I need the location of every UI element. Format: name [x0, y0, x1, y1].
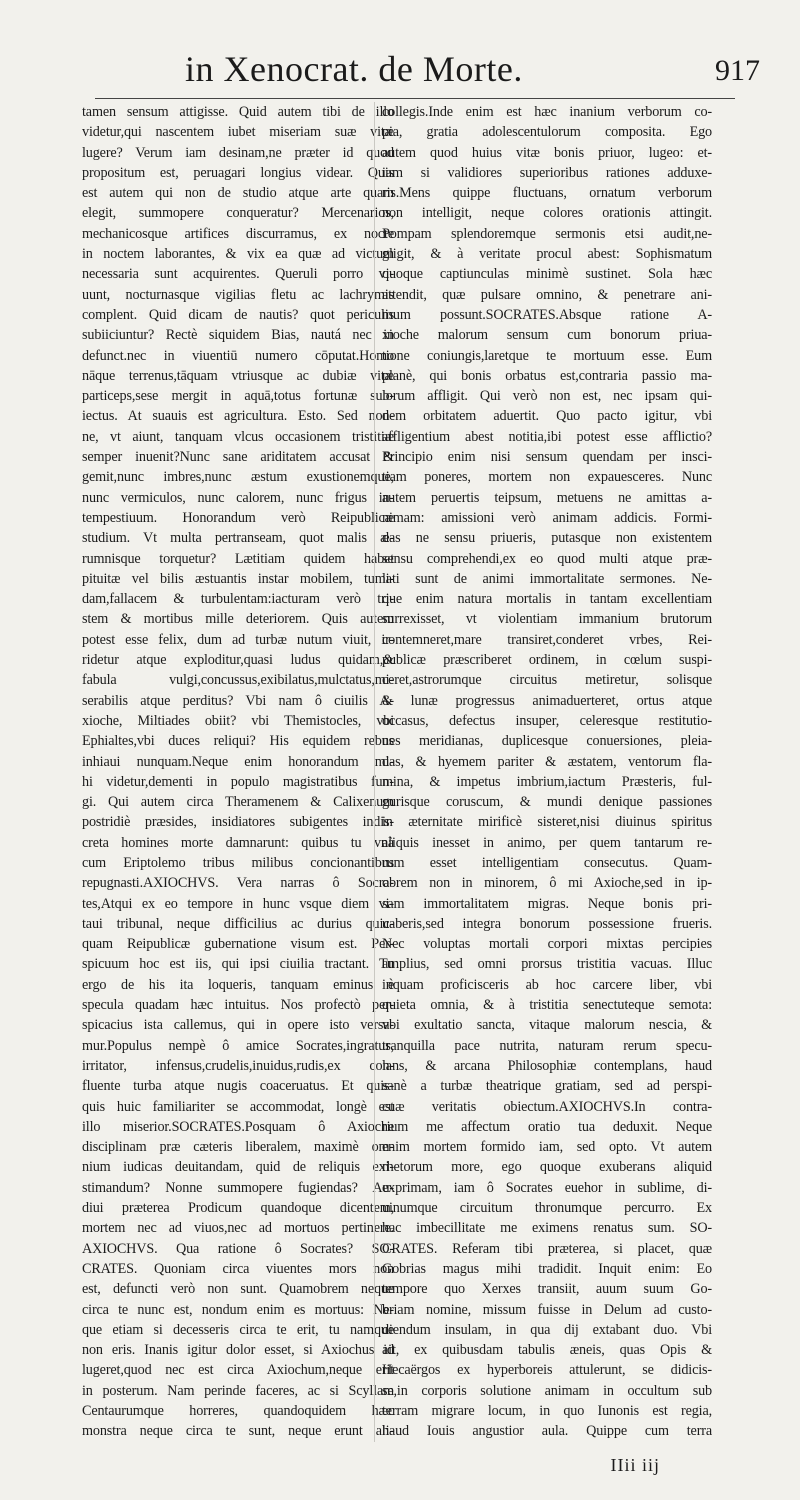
right-column-line: tranquilla pace nutrita, naturam rerum specu-: [382, 1037, 712, 1054]
left-column-line: gi. Qui autem circa Theramenem & Calixenum: [82, 794, 394, 811]
right-column-line: contemneret,mare transiret,conderet vrbes, Rei-: [382, 631, 712, 648]
right-column-line: sanè a turbæ theatrique gratiam, sed ad perspi-: [382, 1078, 712, 1095]
right-column-line: lati sunt de animi immortalitate sermones. Ne-: [382, 570, 712, 587]
header-rule: [95, 98, 735, 99]
left-column-line: elegit, summopere conqueratur? Mercenarios,: [82, 205, 394, 222]
running-head: [0, 48, 800, 98]
left-column-line: est, defuncti verò non sunt. Quamobrem neque: [82, 1281, 394, 1298]
right-column-line: pia, gratia adolescentulorum composita. Ego: [382, 124, 712, 141]
left-column-line: tes,Atqui ex eo tempore in hunc vsque diem vi-: [82, 895, 394, 912]
left-column-line: pituitæ vel bilis æstuantis instar mobilem, tumi-: [82, 570, 394, 587]
left-column-line: circa te nunc est, nondum enim es mortuus: Ne-: [82, 1301, 394, 1318]
left-column-line: iectus. At suauis est agricultura. Esto. Sed non-: [82, 408, 394, 425]
right-column-line: ceret,astrorumque circuitus metiretur, solisque: [382, 672, 712, 689]
left-column-line: disciplinam præ cæteris liberalem, maximè om-: [82, 1139, 394, 1156]
right-column-line: & lunæ progressus animaduerteret, ortus atque: [382, 692, 712, 709]
right-column-line: mum possunt.SOCRATES.Absque ratione A-: [382, 306, 712, 323]
left-column-line: postridiè præsides, insidiatores subigentes indis-: [82, 814, 394, 831]
page-number: 917: [715, 54, 760, 87]
left-column-line: cum Eriptolemo tribus milibus concionantibus: [82, 854, 394, 871]
signature-mark: IIii iij: [610, 1455, 660, 1475]
left-column-line: tamen sensum attigisse. Quid autem tibi de illo: [82, 104, 394, 120]
right-column-line: occasus, defectus insuper, celeresque restitutio-: [382, 712, 712, 729]
right-column-line: in æternitate mirificè sisteret,nisi diuinus spiritus: [382, 814, 712, 831]
right-column-line: uinumque circuitum thronumque percurro. Ex: [382, 1200, 712, 1217]
left-column-line: mortem nec ad viuos,nec ad mortuos pertinere.: [82, 1220, 394, 1237]
right-column-line: que enim natura mortalis in tantam excellentiam: [382, 591, 712, 608]
right-column-line: Hecaërgos ex hyperboreis attulerunt, se didicis-: [382, 1362, 712, 1379]
right-column-line: amplius, sed omni prorsus tristitia vacuas. Illuc: [382, 956, 712, 973]
left-column-line: ridetur atque exploditur,quasi ludus quidam,&: [82, 652, 394, 669]
right-column-line: inquam proficisceris ab hoc carcere liber, vbi: [382, 976, 712, 993]
right-column-line: affligentium abest notitia,ibi potest esse afflictio?: [382, 428, 712, 445]
left-column-line: defunct.nec in viuentiū numero cōputat.Homo: [82, 347, 394, 364]
right-column-line: se,in corporis solutione animam in occultum sub: [382, 1382, 712, 1399]
left-column-line: mur.Populus nempè ô amice Socrates,ingratus,: [82, 1037, 394, 1054]
left-column-line: lugeret,quod nec est circa Axiochum,neque erit: [82, 1362, 394, 1379]
right-column-line: cuæ veritatis obiectum.AXIOCHVS.In contra-: [382, 1098, 712, 1115]
right-column-line: ait, ex quibusdam tabulis æneis, quas Opis &: [382, 1342, 712, 1359]
left-column-line: nium iudicas deuitandam, quid de reliquis exi-: [82, 1159, 394, 1176]
right-column-line: surrexisset, vt violentiam immanium brutorum: [382, 611, 712, 628]
column-gutter: [374, 102, 375, 1442]
left-column-line: hi videtur,dementi in populo magistratibus fun-: [82, 773, 394, 790]
left-column-line: diui præterea Prodicum quandoque dicentem,: [82, 1200, 394, 1217]
left-column-line: repugnasti.AXIOCHVS. Vera narras ô Socra-: [82, 875, 394, 892]
left-column-line: in noctem laborantes, & vix ea quæ ad victum: [82, 246, 394, 263]
right-column-line: ris.Mens quippe fluctuans, ornatum verborum: [382, 185, 712, 202]
right-column-line: lans, & arcana Philosophiæ contemplans, haud: [382, 1057, 712, 1074]
left-column-line: in posterum. Nam perinde faceres, ac si Scyllam: [82, 1382, 394, 1399]
left-column: [82, 102, 394, 1442]
left-column-line: serabilis atque perditus? Vbi nam ô ciuilis A-: [82, 692, 394, 709]
left-column-line: specula quadam hæc intuitus. Nos profectò per-: [82, 997, 394, 1014]
left-column-line: mechanicosque artifices discurramus, ex nocte: [82, 225, 394, 242]
left-column-line: quis huic familiariter se accommodat, longè est: [82, 1098, 394, 1115]
left-column-line: fluente turba atque nugis coaceruatus. Et quis-: [82, 1078, 394, 1095]
left-column-line: lugere? Verum iam desinam,ne præter id quod: [82, 144, 394, 161]
right-column-line: nimam: amissioni verò animam addicis. Formi-: [382, 509, 712, 526]
right-column-line: briam nomine, missum fuisse in Delum ad custo-: [382, 1301, 712, 1318]
left-column-line: tempestiuum. Honorandum verò Reipublicæ: [82, 509, 394, 526]
right-column-line: autem quod huius vitæ bonis priuor, lugeo: et-: [382, 144, 712, 161]
left-column-line: subiiciuntur? Rectè siquidem Bias, nautá nec in: [82, 327, 394, 344]
left-column-line: ne, vt aiunt, tanquam vlcus occasionem tristitiæ: [82, 428, 394, 445]
right-column-line: hac imbecillitate me eximens renatus sum. SO-: [382, 1220, 712, 1237]
left-column-line: nunc vermiculos, nunc calorem, nunc frigus in-: [82, 489, 394, 506]
left-column-line: xioche, Miltiades obiit? vbi Themistocles, vbi: [82, 712, 394, 729]
left-column-line: AXIOCHVS. Qua ratione ô Socrates? SO-: [82, 1240, 394, 1257]
left-column-line: particeps,sese mergit in aquā,totus fortunæ sub-: [82, 388, 394, 405]
right-column-line: iam si validiores superioribus rationes adduxe-: [382, 164, 712, 181]
left-column-line: taui tribunal, neque difficilius ac durius quic-: [82, 915, 394, 932]
left-column-line: rumnisque torquetur? Lætitiam quidem habet: [82, 550, 394, 567]
right-column-line: rium me affectum oratio tua deduxit. Neque: [382, 1118, 712, 1135]
left-column-line: inhiaui nunquam.Neque enim honorandum mi-: [82, 753, 394, 770]
left-column-line: fabula vulgi,concussus,exibilatus,mulctatus,mi-: [82, 672, 394, 689]
left-column-line: irritator, infensus,crudelis,inuidus,rudis,ex con-: [82, 1057, 394, 1074]
right-column-line: terram migrare locum, in quo Iunonis est regia,: [382, 1403, 712, 1419]
left-column-line: Centaurumque horreres, quandoquidem hæc: [82, 1403, 394, 1419]
right-column-line: gligit, & à veritate procul abest: Sophismatum: [382, 246, 712, 263]
right-column-line: haud Iouis angustior aula. Quippe cum terra: [382, 1423, 712, 1440]
left-column-line: creta homines morte damnarunt: quibus tu vnà: [82, 834, 394, 851]
right-column: [382, 102, 712, 1442]
left-column-line: necessaria sunt acquirentes. Queruli porro vi-: [82, 266, 394, 283]
right-column-line: das, & hyemem pariter & æstatem, ventorum fla-: [382, 753, 712, 770]
right-column-line: Pompam splendoremque sermonis etsi audit,ne-: [382, 225, 712, 242]
left-column-line: que etiam si decesseris circa te erit, tu namque: [82, 1321, 394, 1338]
left-column-line: studium. Vt multa pertranseam, quot malis æ-: [82, 530, 394, 547]
right-column-line: das ne sensu priueris, putasque non existentem: [382, 530, 712, 547]
right-column-line: rhetorum more, ego quoque exuberans aliquid: [382, 1159, 712, 1176]
left-column-line: complent. Quid dicam de nautis? quot periculis: [82, 306, 394, 323]
left-column-line: est autem qui non de studio atque arte quam: [82, 185, 394, 202]
running-title: in Xenocrat. de Morte.: [185, 49, 523, 89]
right-column-line: CRATES. Referam tibi præterea, si placet, quæ: [382, 1240, 712, 1257]
right-column-line: mina, & impetus imbrium,iactum Præsteris, ful-: [382, 773, 712, 790]
right-column-line: gurisque coruscum, & mundi denique passiones: [382, 794, 712, 811]
right-column-line: obrem non in minorem, ô mi Axioche,sed in ip-: [382, 875, 712, 892]
right-column-line: xioche malorum sensum cum bonorum priua-: [382, 327, 712, 344]
right-column-line: enim mortem formido iam, sed opto. Vt autem: [382, 1139, 712, 1156]
right-column-line: vbi exultatio sancta, vitaque malorum nescia, &: [382, 1017, 712, 1034]
right-column-line: lorum affligit. Qui verò non est, nec ipsam qui-: [382, 388, 712, 405]
right-column-line: dem orbitatem aduertit. Quo pacto igitur, vbi: [382, 408, 712, 425]
left-column-line: dam,fallacem & turbulentam:iacturam verò tri-: [82, 591, 394, 608]
right-column-line: uaberis,sed integra bonorum possessione frueris.: [382, 915, 712, 932]
left-column-line: ergo de his ita loqueris, tanquam eminus è: [82, 976, 394, 993]
right-column-line: non intelligit, neque colores orationis attingit.: [382, 205, 712, 222]
left-column-line: stem & mortibus mille deteriorem. Quis autem: [82, 611, 394, 628]
left-column-line: Ephialtes,vbi duces reliqui? His equidem rebus: [82, 733, 394, 750]
right-column-line: sensu comprehendi,ex eo quod multi atque præ-: [382, 550, 712, 567]
left-column-line: spicuum hoc est iis, qui ipsi ciuilia tractant. Tu: [82, 956, 394, 973]
right-column-line: quieta omnia, & à tristitia senectuteque semota:: [382, 997, 712, 1014]
left-column-line: non eris. Inanis igitur dolor esset, si Axiochus id: [82, 1342, 394, 1359]
left-column-line: stimandum? Nonne summopere fugiendas? Au-: [82, 1179, 394, 1196]
left-column-line: videtur,qui nascentem iubet miseriam suæ vitæ: [82, 124, 394, 141]
right-column-line: publicæ præscriberet ordinem, in cœlum suspi-: [382, 652, 712, 669]
right-column-line: tempore quo Xerxes transiit, auum suum Go-: [382, 1281, 712, 1298]
right-column-line: attendit, quæ pulsare omnino, & penetrare ani-: [382, 286, 712, 303]
left-column-line: spicacius ista callemus, qui in opere isto versa-: [82, 1017, 394, 1034]
left-column-line: nāque terrenus,tāquam vtriusque ac dubiæ vitæ: [82, 367, 394, 384]
right-column-line: exprimam, iam ô Socrates euehor in sublime, di-: [382, 1179, 712, 1196]
left-column-line: semper inuenit?Nunc sane ariditatem accusat &: [82, 449, 394, 466]
right-column-line: nes meridianas, duplicesque conuersiones, pleia-: [382, 733, 712, 750]
left-column-line: propositum est, peruagari longius videar. Quis: [82, 164, 394, 181]
left-column-line: illo miserior.SOCRATES.Posquam ô Axioche: [82, 1118, 394, 1135]
left-column-line: monstra neque circa te sunt, neque erunt ali-: [82, 1423, 394, 1440]
left-column-line: uunt, nocturnasque vigilias fletu ac lachrymis: [82, 286, 394, 303]
right-column-line: Nec voluptas mortali corpori mixtas percipies: [382, 936, 712, 953]
right-column-line: autem peruertis teipsum, metuens ne amittas a-: [382, 489, 712, 506]
right-column-line: rum esset intelligentiam consecutus. Quam-: [382, 854, 712, 871]
right-column-line: Gobrias magus mihi tradidit. Inquit enim: Eo: [382, 1260, 712, 1277]
right-column-line: collegis.Inde enim est hæc inanium verborum co-: [382, 104, 712, 120]
right-column-line: Principio enim nisi sensum quendam per insci-: [382, 449, 712, 466]
left-column-line: potest esse felix, dum ad turbæ nutum viuit, ir-: [82, 631, 394, 648]
left-column-line: quam Reipublicæ gubernatione visum est. Per-: [82, 936, 394, 953]
right-column-line: planè, qui bonis orbatus est,contraria passio ma-: [382, 367, 712, 384]
left-column-line: CRATES. Quoniam circa viuentes mors non: [82, 1260, 394, 1277]
right-column-line: sam immortalitatem migras. Neque bonis pri-: [382, 895, 712, 912]
right-column-line: quoque captiunculas minimè sustinet. Sola hæc: [382, 266, 712, 283]
right-column-line: tione coniungis,laretque te mortuum esse. Eum: [382, 347, 712, 364]
right-column-line: tiam poneres, mortem non expauesceres. Nunc: [382, 469, 712, 486]
right-column-line: aliquis inesset in animo, per quem tantarum re-: [382, 834, 712, 851]
right-column-line: diendum insulam, in qua dij extabant duo. Vbi: [382, 1321, 712, 1338]
left-column-line: gemit,nunc imbres,nunc æstum exustionemque,: [82, 469, 394, 486]
